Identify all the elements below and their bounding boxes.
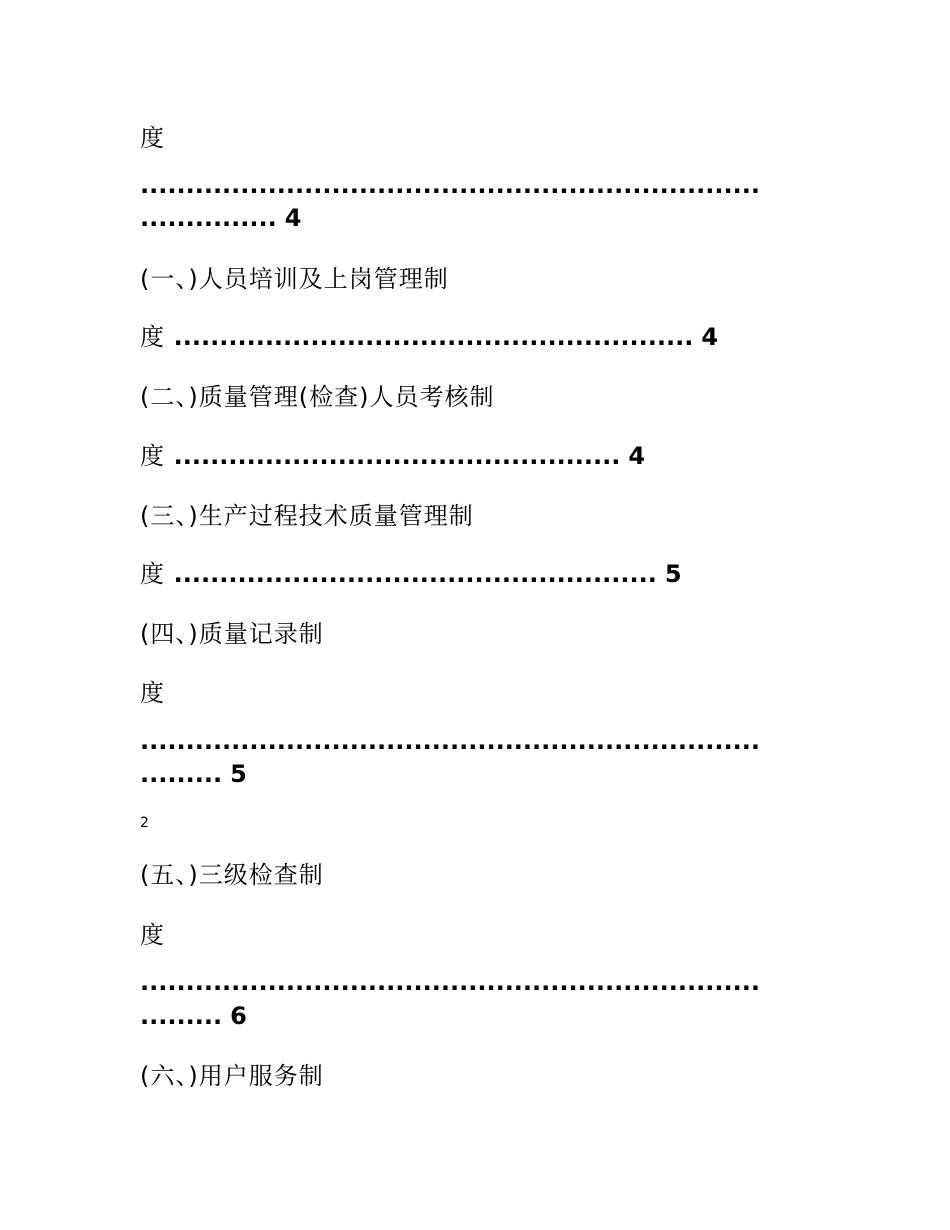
toc-entry-tail-text: 度 — [140, 560, 165, 588]
toc-leader-dots: ......... — [140, 1002, 223, 1030]
toc-leader-dots: .................................................................... — [140, 968, 760, 996]
toc-entry-title: (四、)质量记录制 — [140, 620, 324, 648]
toc-entry-5-title[interactable] — [140, 860, 324, 890]
toc-entry-2-title[interactable] — [140, 382, 494, 412]
toc-leader-dots: ..................................................... — [173, 560, 657, 588]
toc-page-number: 6 — [230, 1002, 248, 1030]
toc-entry-tail-text: 度 — [140, 323, 165, 351]
toc-entry-title: (三、)生产过程技术质量管理制 — [140, 502, 474, 530]
toc-entry-5-tail — [140, 920, 165, 950]
toc-entry-4-leader — [140, 726, 760, 756]
toc-entry-4-page-line[interactable] — [140, 759, 248, 789]
toc-entry-5-page-line[interactable] — [140, 1001, 248, 1031]
toc-entry-3-title[interactable] — [140, 501, 474, 531]
toc-page-number: 4 — [701, 323, 720, 351]
toc-entry-title: (二、)质量管理(检查)人员考核制 — [140, 383, 495, 411]
toc-entry-0-leader — [140, 170, 760, 200]
toc-entry-4-title[interactable] — [140, 619, 324, 649]
toc-leader-dots: .................................................................... — [140, 727, 760, 755]
toc-page-number: 5 — [664, 560, 683, 588]
toc-entry-6-title[interactable] — [140, 1061, 324, 1091]
toc-entry-0-page-line[interactable] — [140, 203, 302, 233]
toc-entry-3-page-line[interactable] — [140, 559, 683, 589]
toc-leader-dots: .................................................................... — [140, 171, 760, 199]
footnote-text: 2 — [140, 815, 149, 831]
toc-entry-title: (一、)人员培训及上岗管理制 — [140, 265, 449, 293]
toc-entry-4-tail — [140, 678, 165, 708]
toc-page-number: 4 — [284, 204, 303, 232]
toc-entry-tail-text: 度 — [140, 921, 165, 949]
toc-entry-tail-text: 度 — [140, 442, 165, 470]
toc-entry-title: (六、)用户服务制 — [140, 1062, 324, 1090]
toc-leader-dots: ......... — [140, 760, 223, 788]
toc-entry-1-page-line[interactable] — [140, 322, 719, 352]
toc-entry-title: (五、)三级检查制 — [140, 861, 324, 889]
toc-entry-0-tail — [140, 123, 165, 153]
toc-leader-dots: ................................................. — [173, 442, 621, 470]
page-footnote-number — [140, 815, 149, 831]
toc-entry-5-leader — [140, 967, 760, 997]
toc-leader-dots: ......................................................... — [173, 323, 694, 351]
toc-leader-dots: ............... — [140, 204, 277, 232]
toc-entry-0-tail-text: 度 — [140, 124, 165, 152]
toc-entry-2-page-line[interactable] — [140, 441, 646, 471]
toc-entry-tail-text: 度 — [140, 679, 165, 707]
toc-entry-1-title[interactable] — [140, 264, 449, 294]
toc-page-number: 5 — [230, 760, 248, 788]
toc-page-number: 4 — [628, 442, 647, 470]
